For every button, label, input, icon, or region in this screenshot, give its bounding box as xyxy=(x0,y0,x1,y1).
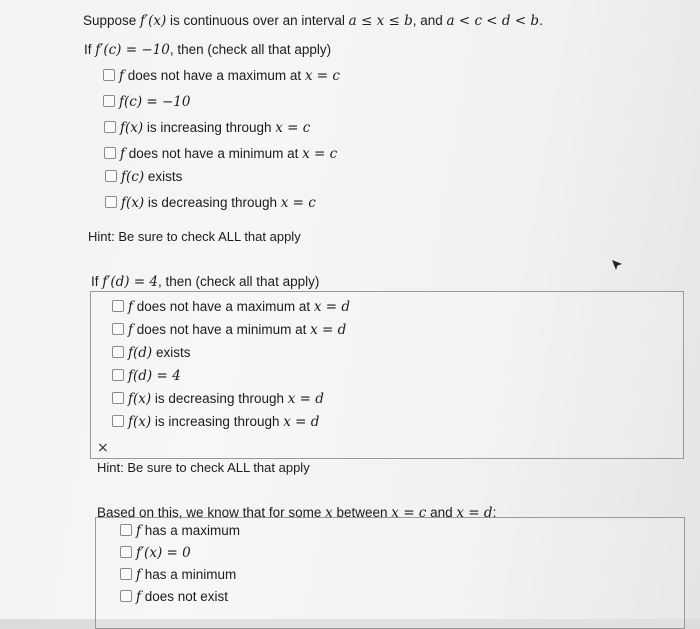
mouse-pointer-icon xyxy=(610,258,624,272)
q1-option-2[interactable]: f(c) = −10 xyxy=(103,94,190,110)
q3-option-3[interactable]: f has a minimum xyxy=(120,567,236,583)
checkbox[interactable] xyxy=(112,300,124,312)
checkbox[interactable] xyxy=(105,170,117,182)
q1-option-5[interactable]: f(c) exists xyxy=(105,169,182,185)
checkbox[interactable] xyxy=(112,346,124,358)
q2-prompt: If f′(d) = 4, then (check all that apply) xyxy=(91,274,320,290)
incorrect-x-icon: × xyxy=(97,440,109,456)
q2-option-3[interactable]: f(d) exists xyxy=(112,345,190,361)
q2-option-4[interactable]: f(d) = 4 xyxy=(112,368,181,384)
checkbox[interactable] xyxy=(120,568,132,580)
q2-hint: Hint: Be sure to check ALL that apply xyxy=(97,460,310,475)
checkbox[interactable] xyxy=(104,121,116,133)
checkbox[interactable] xyxy=(103,69,115,81)
q1-option-1[interactable]: f does not have a maximum at x = c xyxy=(103,68,340,84)
checkbox[interactable] xyxy=(120,546,132,558)
q1-option-6[interactable]: f(x) is decreasing through x = c xyxy=(105,195,316,211)
q2-option-5[interactable]: f(x) is decreasing through x = d xyxy=(112,391,324,407)
checkbox[interactable] xyxy=(112,323,124,335)
checkbox[interactable] xyxy=(104,147,116,159)
q3-option-2[interactable]: f′(x) = 0 xyxy=(120,545,191,561)
q3-option-4[interactable]: f does not exist xyxy=(120,589,228,605)
q2-option-6[interactable]: f(x) is increasing through x = d xyxy=(112,414,319,430)
checkbox[interactable] xyxy=(120,524,132,536)
checkbox[interactable] xyxy=(103,95,115,107)
q1-hint: Hint: Be sure to check ALL that apply xyxy=(88,229,301,244)
checkbox[interactable] xyxy=(105,196,117,208)
checkbox[interactable] xyxy=(112,415,124,427)
q3-prompt: Based on this, we know that for some x between x = c and x = d: xyxy=(97,505,497,521)
q1-option-4[interactable]: f does not have a minimum at x = c xyxy=(104,146,337,162)
q3-option-1[interactable]: f has a maximum xyxy=(120,523,240,539)
q2-option-2[interactable]: f does not have a minimum at x = d xyxy=(112,322,346,338)
q1-option-3[interactable]: f(x) is increasing through x = c xyxy=(104,120,310,136)
checkbox[interactable] xyxy=(120,590,132,602)
checkbox[interactable] xyxy=(112,369,124,381)
q1-prompt: If f′(c) = −10, then (check all that apply) xyxy=(84,42,332,58)
checkbox[interactable] xyxy=(112,392,124,404)
problem-statement: Suppose f′(x) is continuous over an interval a ≤ x ≤ b, and a < c < d < b. xyxy=(83,13,543,29)
q2-option-1[interactable]: f does not have a maximum at x = d xyxy=(112,299,350,315)
